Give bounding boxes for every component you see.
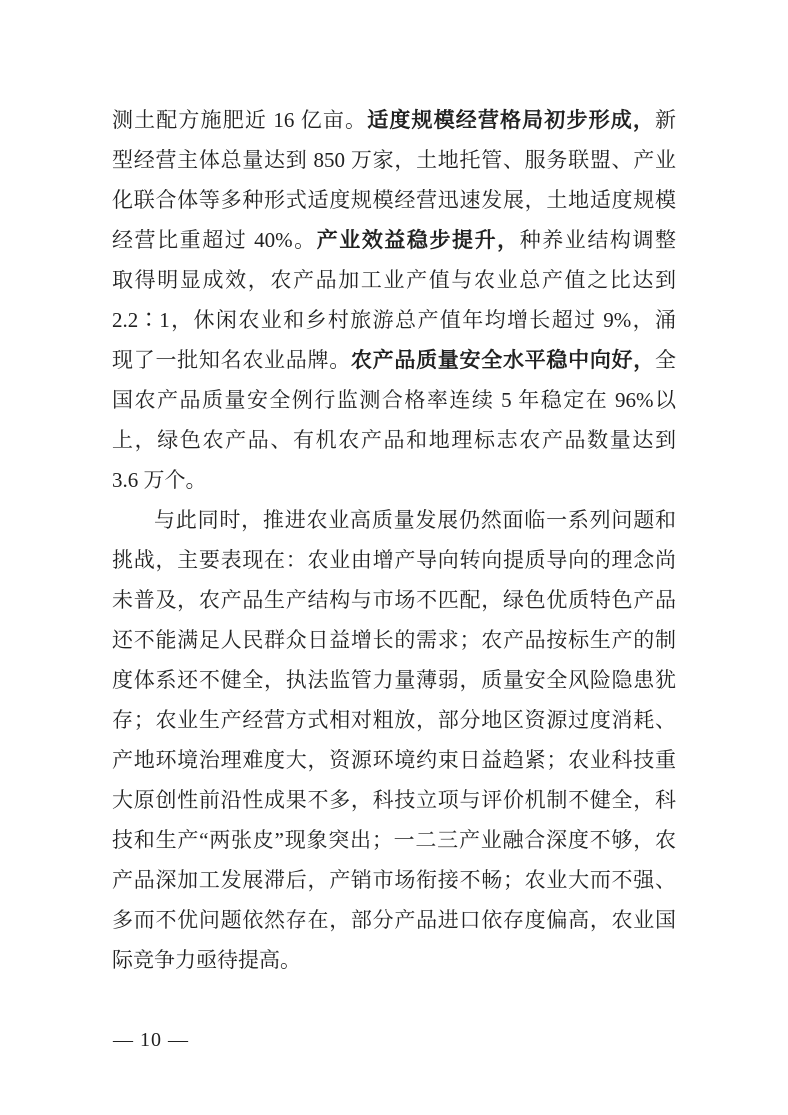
- paragraph-1-line-10: [112, 460, 676, 500]
- paragraph-1-line-9: [112, 420, 676, 460]
- paragraph-2-line-7: [112, 740, 676, 780]
- paragraph-2-line-5: [112, 660, 676, 700]
- emphasis-text: 农产品质量安全水平稳中向好，: [350, 348, 656, 372]
- body-text: 大原创性前沿性成果不多，科技立项与评价机制不健全，科: [112, 788, 676, 812]
- body-text: 种养业结构调整: [519, 228, 676, 252]
- body-text: 挑战，主要表现在：农业由增产导向转向提质导向的理念尚: [112, 548, 676, 572]
- body-text: 全: [655, 348, 676, 372]
- body-text: 还不能满足人民群众日益增长的需求；农产品按标生产的制: [112, 628, 676, 652]
- page-number: — 10 —: [113, 1029, 189, 1051]
- body-text: 产地环境治理难度大，资源环境约束日益趋紧；农业科技重: [112, 748, 676, 772]
- body-text: 现了一批知名农业品牌。: [112, 348, 351, 372]
- body-text: 型经营主体总量达到 850 万家，土地托管、服务联盟、产业: [112, 148, 676, 172]
- body-text: 3.6 万个。: [112, 468, 207, 492]
- body-text: 未普及，农产品生产结构与市场不匹配，绿色优质特色产品: [112, 588, 676, 612]
- paragraph-1-line-7: [112, 340, 676, 380]
- body-text: 国农产品质量安全例行监测合格率连续 5 年稳定在 96%以: [112, 388, 676, 412]
- paragraph-1-line-1: [112, 100, 676, 140]
- paragraph-2-line-2: [112, 540, 676, 580]
- body-text: 技和生产“两张皮”现象突出；一二三产业融合深度不够，农: [112, 828, 676, 852]
- body-text: 多而不优问题依然存在，部分产品进口依存度偏高，农业国: [112, 908, 676, 932]
- body-text: 与此同时，推进农业高质量发展仍然面临一系列问题和: [154, 508, 676, 532]
- body-text: 2.2∶1，休闲农业和乡村旅游总产值年均增长超过 9%，涌: [112, 308, 676, 332]
- paragraph-2-line-11: [112, 900, 676, 940]
- paragraph-1-line-8: [112, 380, 676, 420]
- paragraph-2-line-12: [112, 940, 676, 980]
- body-text: 度体系还不健全，执法监管力量薄弱，质量安全风险隐患犹: [112, 668, 676, 692]
- paragraph-2-line-3: [112, 580, 676, 620]
- body-text: 经营比重超过 40%。: [112, 228, 317, 252]
- body-text: 存；农业生产经营方式相对粗放，部分地区资源过度消耗、: [112, 708, 676, 732]
- body-text: 取得明显成效，农产品加工业产值与农业总产值之比达到: [112, 268, 676, 292]
- paragraph-2-line-1: [112, 500, 676, 540]
- body-text: 上，绿色农产品、有机农产品和地理标志农产品数量达到: [112, 428, 676, 452]
- body-text: 际竞争力亟待提高。: [112, 948, 301, 972]
- paragraph-1-line-5: [112, 260, 676, 300]
- paragraph-1-line-3: [112, 180, 676, 220]
- document-body: [112, 100, 676, 980]
- emphasis-text: 产业效益稳步提升，: [316, 228, 520, 252]
- paragraph-2-line-10: [112, 860, 676, 900]
- paragraph-2-line-9: [112, 820, 676, 860]
- paragraph-1-line-2: [112, 140, 676, 180]
- paragraph-2-line-8: [112, 780, 676, 820]
- body-text: 化联合体等多种形式适度规模经营迅速发展，土地适度规模: [112, 188, 676, 212]
- paragraph-1-line-4: [112, 220, 676, 260]
- paragraph-1-line-6: [112, 300, 676, 340]
- body-text: 测土配方施肥近 16 亿亩。: [112, 108, 368, 132]
- paragraph-2-line-4: [112, 620, 676, 660]
- body-text: 新: [655, 108, 676, 132]
- emphasis-text: 适度规模经营格局初步形成，: [367, 108, 656, 132]
- paragraph-2-line-6: [112, 700, 676, 740]
- body-text: 产品深加工发展滞后，产销市场衔接不畅；农业大而不强、: [112, 868, 676, 892]
